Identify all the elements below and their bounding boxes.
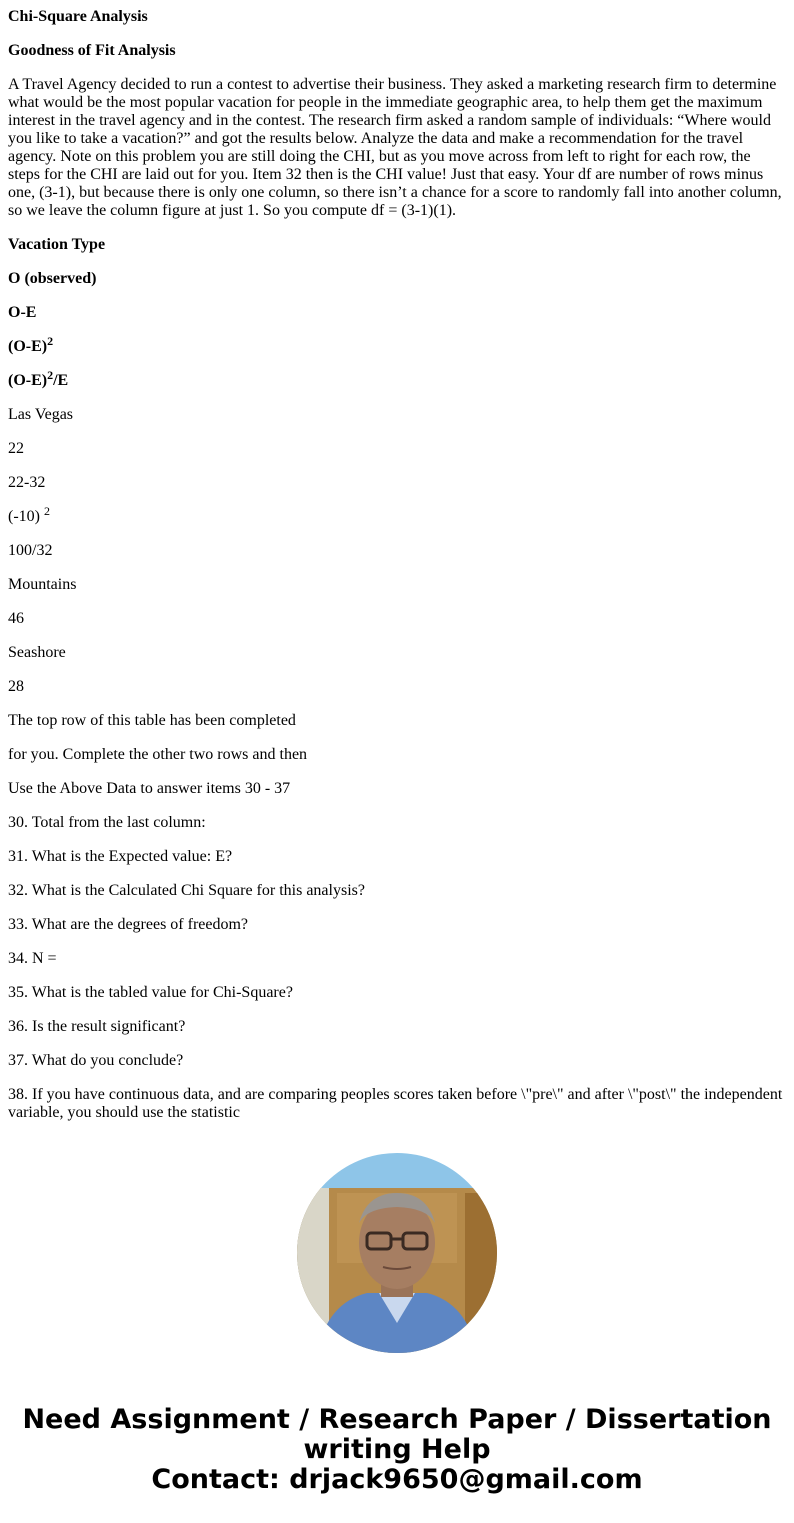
row-mountains-observed: 46 <box>8 610 24 627</box>
row-seashore-observed: 28 <box>8 678 24 695</box>
instructions: Use the Above Data to answer items 30 - 37 <box>8 780 291 797</box>
question-38: 38. If you have continuous data, and are comparing peoples scores taken before \"pre\" and after \"post\" the independent variable, you should use the statistic <box>8 1086 783 1121</box>
row-las-vegas-chi: 100/32 <box>8 542 53 559</box>
row-las-vegas-sq-exponent: 2 <box>43 504 50 518</box>
question-33: 33. What are the degrees of freedom? <box>8 916 249 933</box>
header-chi-exponent: 2 <box>47 368 54 382</box>
header-observed: O (observed) <box>8 270 97 287</box>
row-las-vegas-o-minus-e: 22-32 <box>8 474 46 491</box>
cta-line-2: writing Help <box>303 1434 491 1465</box>
question-34: 34. N = <box>8 950 57 967</box>
question-31: 31. What is the Expected value: E? <box>8 848 233 865</box>
question-30: 30. Total from the last column: <box>8 814 206 831</box>
cta-line-1: Need Assignment / Research Paper / Dissertation <box>22 1404 772 1435</box>
contact-banner <box>0 1405 794 1495</box>
header-vacation-type: Vacation Type <box>8 236 106 253</box>
header-o-minus-e-squared <box>8 330 786 364</box>
author-portrait-image <box>297 1153 497 1353</box>
row-las-vegas-sq-base: (-10) <box>8 508 44 525</box>
question-32: 32. What is the Calculated Chi Square for this analysis? <box>8 882 365 899</box>
question-35: 35. What is the tabled value for Chi-Square? <box>8 984 293 1001</box>
header-chi-tail: /E <box>53 372 69 389</box>
cta-contact-line: Contact: drjack9650@gmail.com <box>151 1464 643 1495</box>
row-seashore-type: Seashore <box>8 644 66 661</box>
question-36: 36. Is the result significant? <box>8 1018 186 1035</box>
question-37: 37. What do you conclude? <box>8 1052 184 1069</box>
header-sq-base: (O-E) <box>8 338 48 355</box>
page-title: Chi-Square Analysis <box>8 8 148 25</box>
problem-description: A Travel Agency decided to run a contest to advertise their business. They asked a marketing research firm to determine what would be the most popular vacation for people in the immediate geographic area, to help them get the maximum interest in the travel agency and in the contest. The research firm asked a random sample of individuals: “Where would you like to take a vacation?” and got the results below. Analyze the data and make a recommendation for the travel agency. Note on this problem you are still doing the CHI, but as you move across from left to right for each row, the steps for the CHI are laid out for you. Item 32 then is the CHI value! Just that easy. Your df are number of rows minus one, (3-1), but because there is only one column, so there isn’t a chance for a score to randomly fall into another column, so we leave the column figure at just 1. So you compute df = (3-1)(1). <box>8 76 782 219</box>
row-las-vegas-type: Las Vegas <box>8 406 74 423</box>
author-avatar <box>297 1153 497 1353</box>
promo-section <box>0 1153 794 1523</box>
document-body <box>8 0 786 1123</box>
header-sq-exponent: 2 <box>47 334 54 348</box>
table-note-line-2: for you. Complete the other two rows and then <box>8 746 308 763</box>
header-o-minus-e: O-E <box>8 304 37 321</box>
row-mountains-type: Mountains <box>8 576 77 593</box>
row-las-vegas-observed: 22 <box>8 440 24 457</box>
table-note-line-1: The top row of this table has been completed <box>8 712 296 729</box>
page-subtitle: Goodness of Fit Analysis <box>8 42 176 59</box>
header-chi-component <box>8 364 786 398</box>
header-chi-base: (O-E) <box>8 372 48 389</box>
row-las-vegas-squared <box>8 500 786 534</box>
